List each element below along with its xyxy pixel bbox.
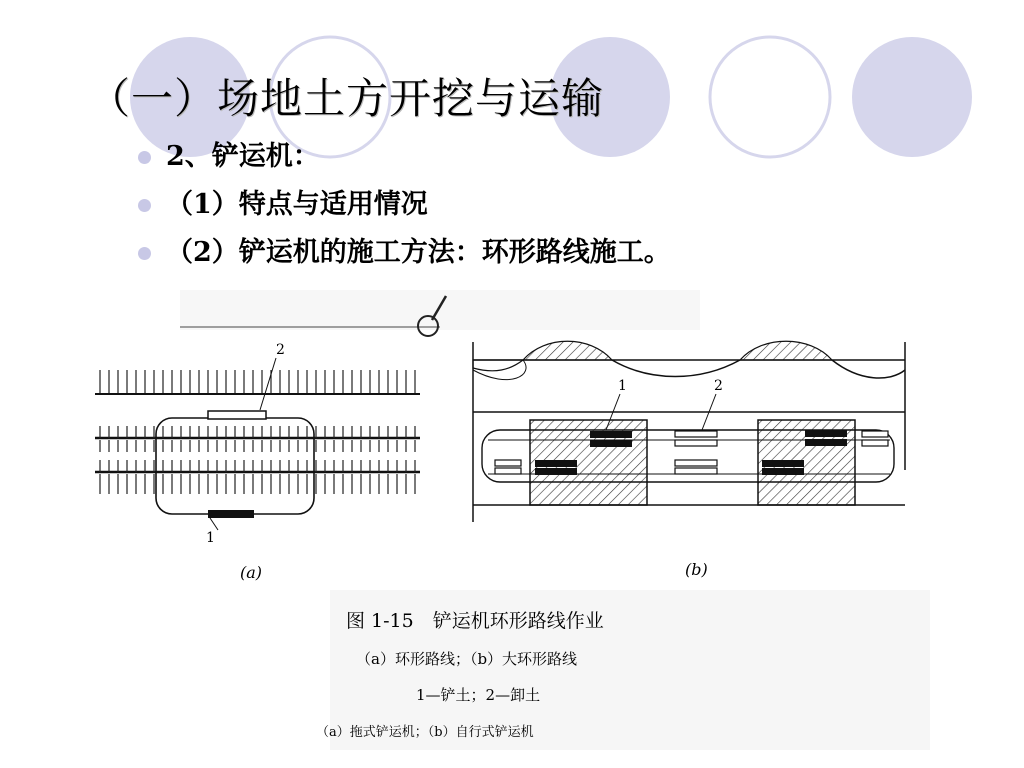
- figure-caption-line3: 1—铲土；2—卸土: [416, 686, 541, 704]
- figure-caption-line4: （a）拖式铲运机；（b）自行式铲运机: [316, 725, 534, 740]
- bullet-list: [138, 133, 671, 277]
- bullet-item: [138, 229, 671, 277]
- tick-band: [98, 474, 416, 494]
- bullet-text: （2）铲运机的施工方法：环形路线施工。: [166, 237, 671, 268]
- bullet-item: [138, 181, 671, 229]
- loading-marker: [208, 510, 254, 518]
- tick-band: [98, 426, 416, 438]
- bullet-text: 2、铲运机：: [166, 141, 320, 172]
- label-1-a: 1: [206, 530, 215, 546]
- unloading-marker: [208, 411, 266, 419]
- bullet-dot-icon: [138, 247, 151, 260]
- figure-caption: 图 1-15 铲运机环形路线作业: [346, 610, 604, 632]
- figure-caption-line2: （a）环形路线；（b）大环形路线: [356, 650, 578, 668]
- decor-circle-4: [710, 37, 830, 157]
- slide-title: （一）场地土方开挖与运输: [88, 74, 605, 123]
- tick-band: [98, 440, 416, 452]
- label-2-a: 2: [276, 342, 285, 358]
- label-2-b: 2: [714, 378, 723, 394]
- label-1-b: 1: [618, 378, 627, 394]
- diagram-a: [95, 342, 420, 582]
- decor-circle-5: [852, 37, 972, 157]
- tick-band: [98, 460, 416, 472]
- bullet-item: [138, 133, 671, 181]
- scraper-route-figure: [90, 290, 930, 750]
- scan-strip: [180, 290, 700, 330]
- subfigure-label-b: (b): [685, 560, 708, 579]
- bullet-text: （1）特点与适用情况: [166, 189, 428, 220]
- tick-band: [98, 370, 416, 394]
- bullet-dot-icon: [138, 151, 151, 164]
- diagram-b: [473, 341, 905, 579]
- subfigure-label-a: (a): [240, 563, 263, 582]
- bullet-dot-icon: [138, 199, 151, 212]
